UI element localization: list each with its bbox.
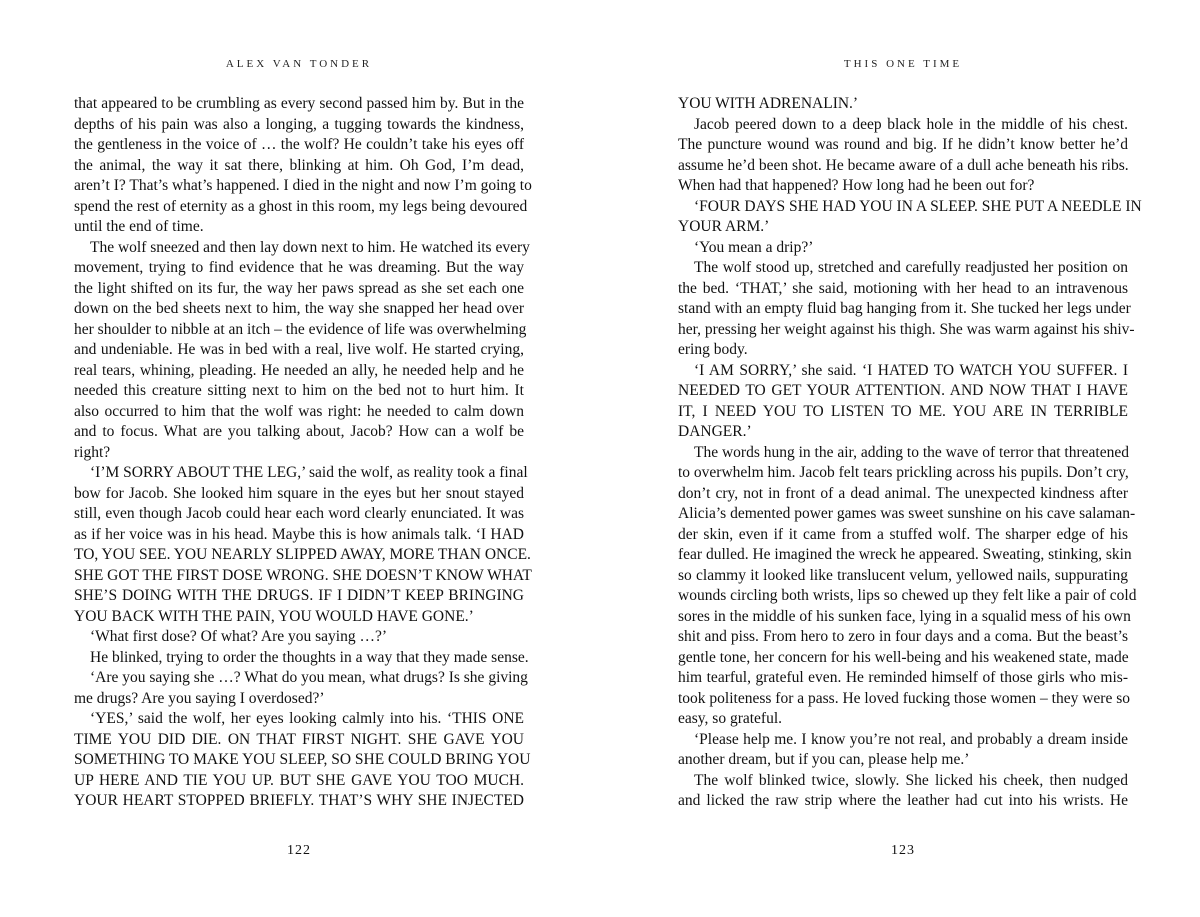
text-line: SHE’S DOING WITH THE DRUGS. IF I DIDN’T KEEP BRINGING — [74, 587, 524, 604]
text-line: easy, so grateful. — [678, 710, 783, 727]
text-line: movement, trying to find evidence that he was dreaming. But the way — [74, 259, 524, 276]
running-head-left: ALEX VAN TONDER — [225, 58, 373, 70]
text-line: until the end of time. — [74, 218, 204, 235]
text-line: When had that happened? How long had he been out for? — [678, 177, 1035, 194]
text-line: YOU WITH ADRENALIN.’ — [678, 95, 859, 112]
text-line: ‘FOUR DAYS SHE HAD YOU IN A SLEEP. SHE PUT A NEEDLE IN — [694, 197, 1142, 215]
text-line: the light shifted on its fur, the way her paws spread as she set each one — [74, 279, 524, 297]
text-line: fear dulled. He imagined the wreck he appeared. Sweating, stinking, skin — [678, 546, 1132, 563]
text-line: UP HERE AND TIE YOU UP. BUT SHE GAVE YOU TOO MUCH. — [74, 771, 524, 789]
text-line: real tears, whining, pleading. He needed an ally, he needed help and he — [74, 361, 524, 379]
text-line: ‘I AM SORRY,’ she said. ‘I HATED TO WATCH YOU SUFFER. I — [694, 361, 1128, 379]
text-line: needed this creature sitting next to him on the bed not to hurt him. It — [74, 382, 524, 399]
text-line: sores in the middle of his sunken face, lying in a squalid mess of his own — [678, 607, 1131, 625]
text-line: DANGER.’ — [678, 423, 752, 440]
text-line: YOUR HEART STOPPED BRIEFLY. THAT’S WHY SHE INJECTED — [74, 792, 524, 809]
left-page — [74, 0, 532, 917]
text-line: TO, YOU SEE. YOU NEARLY SLIPPED AWAY, MORE THAN ONCE. — [74, 546, 531, 563]
text-line: her shoulder to nibble at an itch – the evidence of life was overwhelming — [74, 320, 527, 338]
text-line: also occurred to him that the wolf was right: he needed to calm down — [74, 402, 524, 420]
text-line: the gentleness in the voice of … the wolf? He couldn’t take his eyes off — [74, 136, 524, 153]
text-line: der skin, even if it came from a stuffed wolf. The sharper edge of his — [678, 525, 1128, 543]
text-line: ‘Please help me. I know you’re not real, and probably a dream inside — [694, 730, 1128, 748]
text-line: TIME YOU DID DIE. ON THAT FIRST NIGHT. SHE GAVE YOU — [74, 730, 524, 748]
text-line: the bed. ‘THAT,’ she said, motioning with her head to an intravenous — [678, 279, 1128, 297]
text-line: NEEDED TO GET YOUR ATTENTION. AND NOW THAT I HAVE — [678, 382, 1128, 399]
text-line: the animal, the way it sat there, blinking at him. Oh God, I’m dead, — [74, 156, 524, 174]
text-line: aren’t I? That’s what’s happened. I died in the night and now I’m going to — [74, 177, 532, 194]
text-line: him tearful, grateful even. He reminded himself of those girls who mis- — [678, 669, 1128, 686]
text-line: gentle tone, her concern for his well-being and his weakened state, made — [678, 648, 1129, 666]
text-line: ‘What first dose? Of what? Are you saying …?’ — [90, 628, 387, 645]
text-line: spend the rest of eternity as a ghost in this room, my legs being devoured — [74, 197, 528, 215]
text-line: ‘YES,’ said the wolf, her eyes looking calmly into his. ‘THIS ONE — [90, 710, 524, 727]
text-line: The wolf stood up, stretched and carefully readjusted her position on — [694, 259, 1128, 276]
right-page — [678, 0, 1142, 917]
text-line: YOU BACK WITH THE PAIN, YOU WOULD HAVE GONE.’ — [74, 607, 474, 625]
text-line: to overwhelm him. Jacob felt tears prickling across his pupils. Don’t cry, — [678, 464, 1129, 481]
text-line: still, even though Jacob could hear each word clearly enunciated. It was — [74, 505, 524, 522]
text-line: that appeared to be crumbling as every second passed him by. But in the — [74, 95, 524, 112]
text-line: right? — [74, 443, 111, 461]
text-line: as if her voice was in his head. Maybe this is how animals talk. ‘I HAD — [74, 525, 524, 543]
text-line: ‘I’M SORRY ABOUT THE LEG,’ said the wolf, as reality took a final — [90, 464, 528, 481]
text-line: He blinked, trying to order the thoughts in a way that they made sense. — [90, 648, 529, 666]
text-line: The words hung in the air, adding to the wave of terror that threatened — [694, 443, 1129, 461]
text-line: and to focus. What are you talking about, Jacob? How can a wolf be — [74, 423, 524, 440]
text-line: ering body. — [678, 341, 748, 358]
page-number-right: 123 — [891, 843, 915, 858]
text-line: don’t cry, not in front of a dead animal. The unexpected kindness after — [678, 484, 1128, 502]
text-line: The wolf blinked twice, slowly. She licked his cheek, then nudged — [694, 771, 1128, 789]
text-line: Alicia’s demented power games was sweet sunshine on his cave salaman- — [678, 505, 1136, 522]
text-line: took politeness for a pass. He loved fucking those women – they were so — [678, 689, 1130, 707]
text-line: and licked the raw strip where the leather had cut into his wrists. He — [678, 792, 1128, 809]
page-number-left: 122 — [287, 843, 311, 858]
text-line: her, pressing her weight against his thigh. She was warm against his shiv- — [678, 320, 1135, 338]
text-line: SHE GOT THE FIRST DOSE WRONG. SHE DOESN’T KNOW WHAT — [74, 566, 532, 584]
text-line: me drugs? Are you saying I overdosed?’ — [74, 689, 325, 707]
right-page-text — [678, 94, 1142, 812]
running-head-right: THIS ONE TIME — [843, 58, 963, 70]
text-line: Jacob peered down to a deep black hole in the middle of his chest. — [694, 115, 1128, 133]
text-line: IT, I NEED YOU TO LISTEN TO ME. YOU ARE IN TERRIBLE — [678, 402, 1128, 420]
text-line: YOUR ARM.’ — [678, 218, 770, 235]
text-line: ‘You mean a drip?’ — [694, 238, 814, 256]
text-line: The puncture wound was round and big. If he didn’t know better he’d — [678, 136, 1128, 153]
text-line: The wolf sneezed and then lay down next to him. He watched its every — [90, 238, 530, 256]
left-page-text — [74, 94, 532, 812]
text-line: so clammy it looked like translucent velum, yellowed nails, suppurating — [678, 566, 1128, 584]
text-line: and undeniable. He was in bed with a real, live wolf. He started crying, — [74, 341, 524, 358]
text-line: SOMETHING TO MAKE YOU SLEEP, SO SHE COULD BRING YOU — [74, 751, 531, 768]
text-line: another dream, but if you can, please help me.’ — [678, 751, 970, 768]
text-line: stand with an empty fluid bag hanging from it. She tucked her legs under — [678, 300, 1131, 317]
text-line: down on the bed sheets next to him, the way she snapped her head over — [74, 300, 524, 317]
text-line: bow for Jacob. She looked him square in the eyes but her snout stayed — [74, 484, 524, 502]
text-line: ‘Are you saying she …? What do you mean, what drugs? Is she giving — [90, 669, 528, 686]
text-line: depths of his pain was also a longing, a tugging towards the kindness, — [74, 115, 524, 133]
text-line: wounds circling both wrists, lips so chewed up they felt like a pair of cold — [678, 587, 1137, 604]
text-line: shit and piss. From hero to zero in four days and a coma. But the beast’s — [678, 628, 1128, 645]
text-line: assume he’d been shot. He became aware of a dull ache beneath his ribs. — [678, 156, 1129, 174]
